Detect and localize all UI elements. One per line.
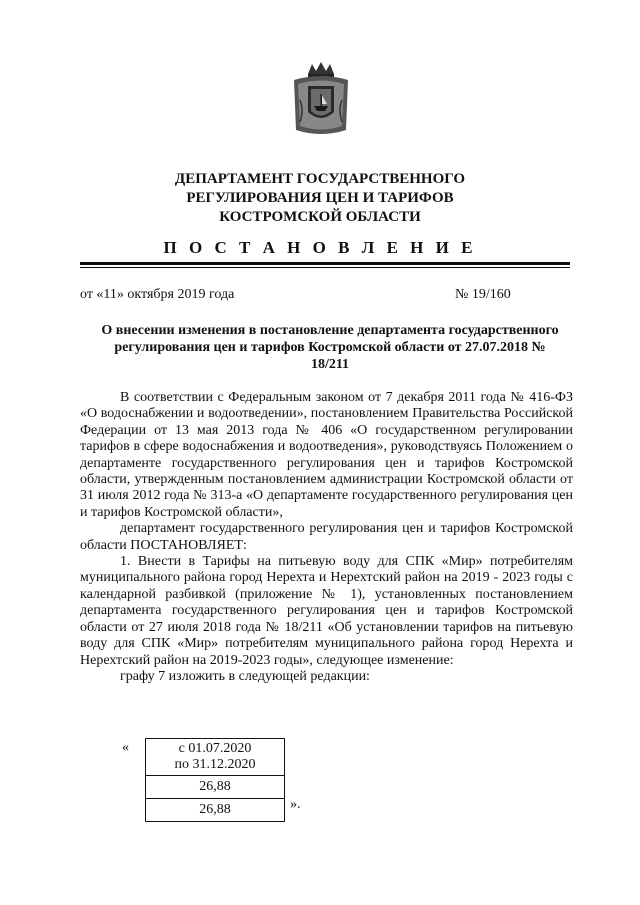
header-rule-thin: [80, 267, 570, 268]
document-type-title: П О С Т А Н О В Л Е Н И Е: [163, 238, 477, 257]
table-cell-value: 26,88: [146, 776, 285, 799]
table-cell-period: [146, 739, 285, 776]
table-open-quote: «: [122, 740, 129, 755]
body-paragraph-3: 1. Внести в Тарифы на питьевую воду для СПК «Мир» потребителям муниципального района город Нерехта и Нерехтский район на 2019 - 2023 годы с календарной разбивкой (приложение № 1), установленных постановлением департамента государственного регулирования цен и тарифов Костромской области от 27 июля 2018 года № 18/211 «Об установлении тарифов на питьевую воду для СПК «Мир» потребителям муниципального района город Нерехта и Нерехтский район на 2019-2023 годы», следующее изменение:: [80, 554, 573, 668]
body-paragraph-4: графу 7 изложить в следующей редакции:: [120, 668, 370, 684]
body-paragraph-2: департамент государственного регулирования цен и тарифов Костромской области ПОСТАНОВЛЯЕТ:: [80, 521, 573, 553]
table-row: [146, 739, 285, 776]
tariff-table: [145, 738, 285, 822]
period-end: по 31.12.2020: [174, 757, 256, 772]
document-number: № 19/160: [455, 287, 511, 302]
department-name-line2: РЕГУЛИРОВАНИЯ ЦЕН И ТАРИФОВ: [186, 190, 454, 206]
table-close-quote: ».: [290, 797, 301, 812]
table-cell-value: 26,88: [146, 799, 285, 822]
table-row: [146, 799, 285, 822]
coat-of-arms-icon: [290, 60, 352, 138]
body-paragraph-1: В соответствии с Федеральным законом от 7 декабря 2011 года № 416-ФЗ «О водоснабжении и водоотведении», постановлением Правительства Российской Федерации от 13 мая 2013 года № 406 «О государственном регулировании тарифов в сфере водоснабжения и водоотведения», руководствуясь Положением о департаменте государственного регулирования цен и тарифов Костромской области, утвержденным постановлением администрации Костромской области от 31 июля 2012 года № 313-а «О департаменте государственного регулирования цен и тарифов Костромской области»,: [80, 390, 573, 520]
document-body: [80, 390, 573, 685]
department-name-line3: КОСТРОМСКОЙ ОБЛАСТИ: [219, 209, 421, 225]
document-date: от «11» октября 2019 года: [80, 287, 235, 302]
table-row: [146, 776, 285, 799]
header-rule-thick: [80, 262, 570, 265]
document-subject: О внесении изменения в постановление департамента государственного регулирования цен и тарифов Костромской области от 27.07.2018 № 18/211: [101, 323, 559, 372]
period-start: с 01.07.2020: [178, 741, 252, 756]
department-name-line1: ДЕПАРТАМЕНТ ГОСУДАРСТВЕННОГО: [174, 171, 466, 187]
